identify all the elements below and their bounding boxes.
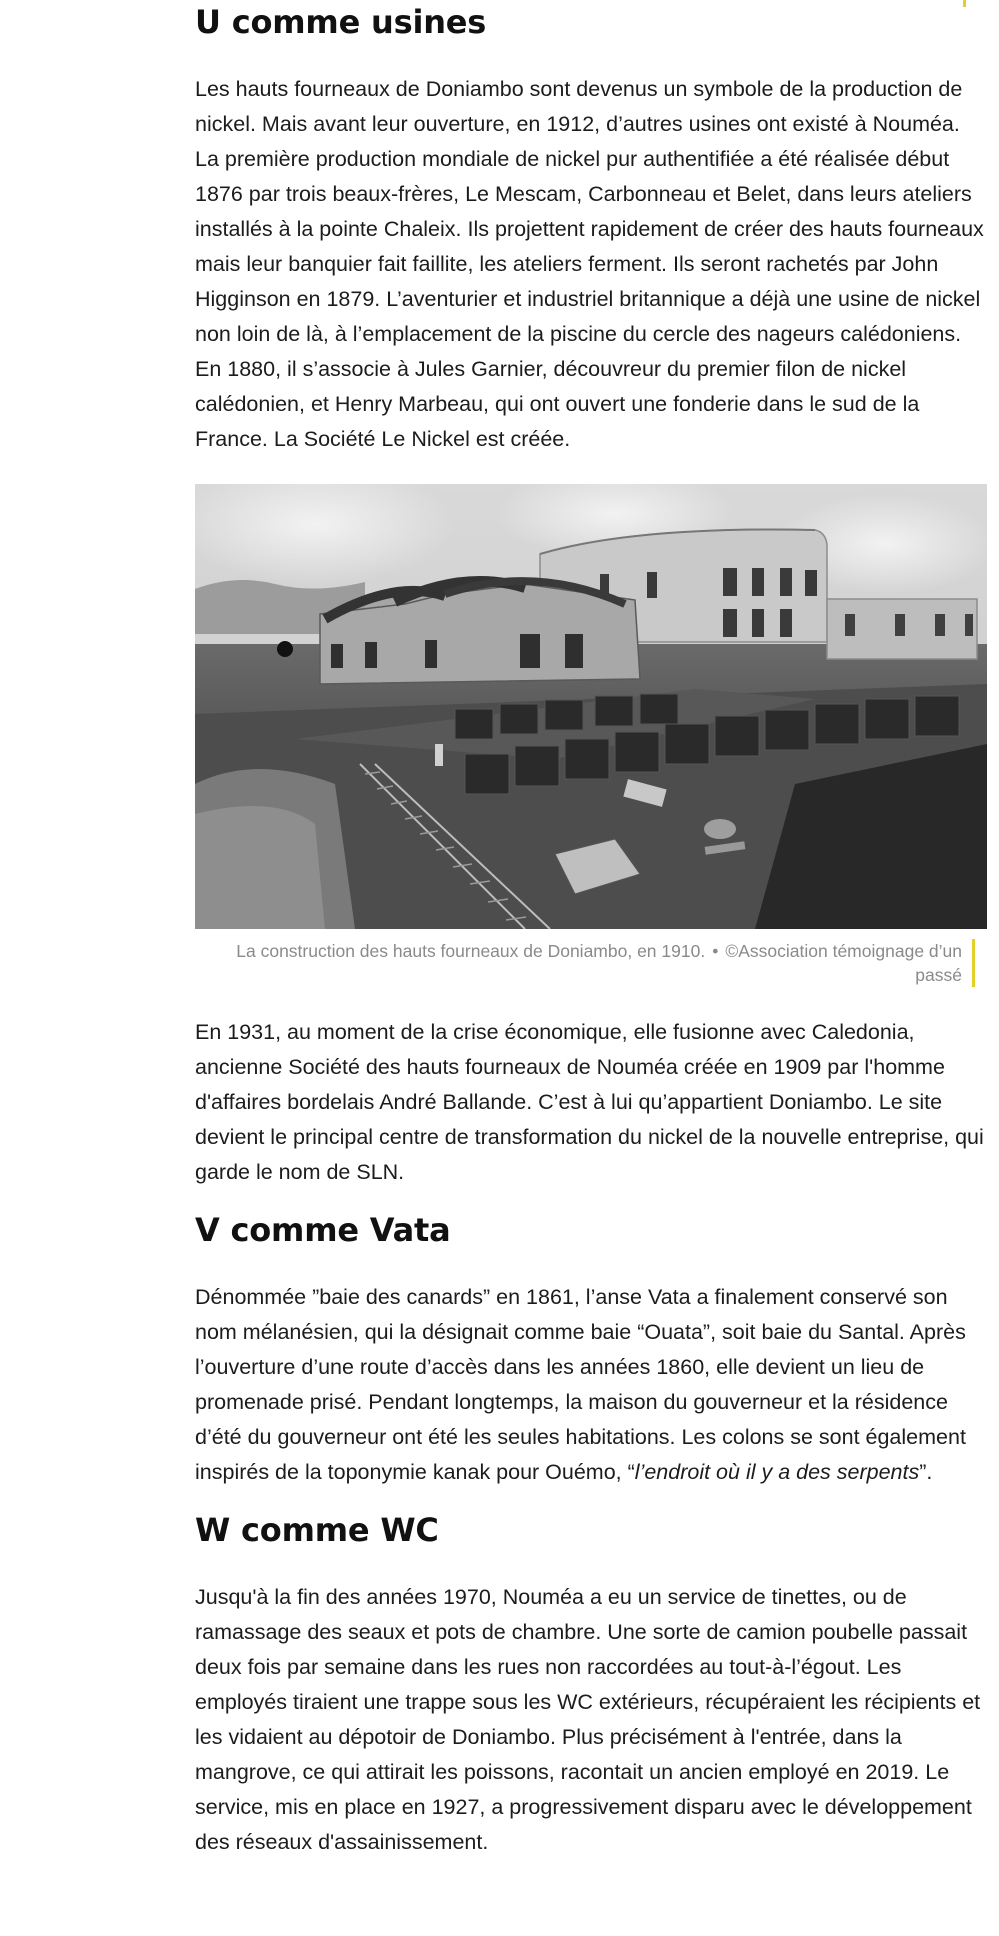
caption-accent-bar	[972, 939, 975, 987]
section-title-vata: V comme Vata	[195, 1211, 451, 1249]
paragraph-vata-quote: l’endroit où il y a des serpents	[634, 1460, 920, 1484]
caption-description: La construction des hauts fourneaux de Doniambo, en 1910.	[236, 941, 706, 961]
figure-caption	[195, 939, 987, 987]
paragraph-usines: Les hauts fourneaux de Doniambo sont devenus un symbole de la production de nickel. Mais avant leur ouverture, en 1912, d’autres usines ont existé à Nouméa. La première production mondiale de nickel pur authentifiée a été réalisée début 1876 par trois beaux-frères, Le Mescam, Carbonneau et Belet, dans leurs ateliers installés à la pointe Chaleix. Ils projettent rapidement de créer des hauts fourneaux mais leur banquier fait faillite, les ateliers ferment. Ils seront rachetés par John Higginson en 1879. L’aventurier et industriel britannique a déjà une usine de nickel non loin de là, à l’emplacement de la piscine du cercle des nageurs calédoniens. En 1880, il s’associe à Jules Garnier, découvreur du premier filon de nickel calédonien, et Henry Marbeau, qui ont ouvert une fonderie dans le sud de la France. La Société Le Nickel est créée.	[195, 77, 984, 451]
section-title-usines: U comme usines	[195, 3, 487, 41]
article-body	[195, 0, 987, 1860]
paragraph-usines-1931: En 1931, au moment de la crise économique, elle fusionne avec Caledonia, ancienne Société des hauts fourneaux de Nouméa créée en 1909 par l'homme d'affaires bordelais André Ballande. C’est à lui qu’appartient Doniambo. Le site devient le principal centre de transformation du nickel de la nouvelle entreprise, qui garde le nom de SLN.	[195, 1020, 984, 1184]
paragraph-vata-end: ”.	[919, 1460, 933, 1484]
figure-doniambo	[195, 484, 987, 987]
paragraph-vata-main: Dénommée ”baie des canards” en 1861, l’anse Vata a finalement conservé son nom mélanésien, qui la désignait comme baie “Ouata”, soit baie du Santal. Après l’ouverture d’une route d’accès dans les années 1860, elle devient un lieu de promenade prisé. Pendant longtemps, la maison du gouverneur et la résidence d’été du gouverneur ont été les seules habitations. Les colons se sont également inspirés de la toponymie kanak pour Ouémo, “	[195, 1285, 966, 1484]
photo-doniambo-construction[interactable]	[195, 484, 987, 929]
caption-credit: ©Association témoignage d’un passé	[725, 941, 962, 985]
caption-text	[222, 939, 962, 987]
paragraph-wc: Jusqu'à la fin des années 1970, Nouméa a eu un service de tinettes, ou de ramassage des seaux et pots de chambre. Une sorte de camion poubelle passait deux fois par semaine dans les rues non raccordées au tout-à-l’égout. Les employés tiraient une trappe sous les WC extérieurs, récupéraient les récipients et les vidaient au dépotoir de Doniambo. Plus précisément à l'entrée, dans la mangrove, ce qui attirait les poissons, racontait un ancien employé en 2019. Le service, mis en place en 1927, a progressivement disparu avec le développement des réseaux d'assainissement.	[195, 1585, 981, 1854]
paragraph-vata	[195, 1280, 987, 1490]
caption-separator: •	[712, 941, 719, 961]
section-title-wc: W comme WC	[195, 1511, 439, 1549]
